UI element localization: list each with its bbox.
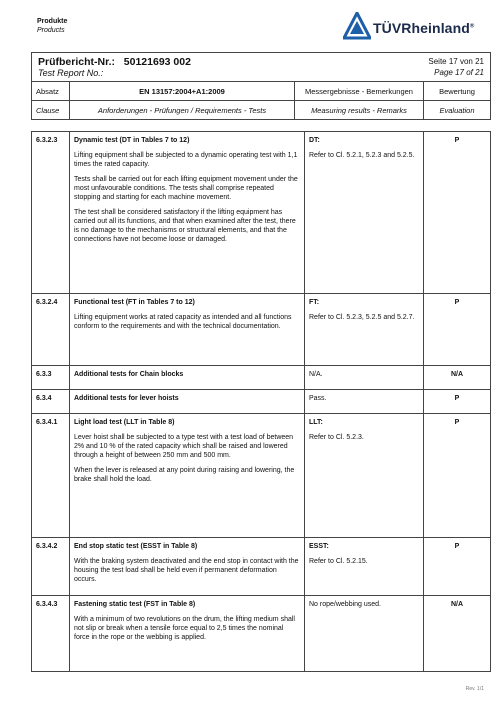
result-cell xyxy=(305,132,424,293)
result-cell xyxy=(305,538,424,595)
requirement-title: Light load test (LLT in Table 8) xyxy=(74,419,175,426)
evaluation-value: P xyxy=(454,419,460,426)
result-text: N/A. xyxy=(309,371,323,378)
evaluation-value: N/A xyxy=(450,371,464,378)
requirement-title: Additional tests for lever hoists xyxy=(74,395,179,402)
table-row xyxy=(32,294,490,366)
clause-number: 6.3.4 xyxy=(32,390,70,413)
evaluation-value: P xyxy=(454,543,460,550)
tuv-logo xyxy=(343,12,493,42)
result-cell xyxy=(305,390,424,413)
report-header-box xyxy=(31,52,491,120)
evaluation-value: N/A xyxy=(450,601,464,608)
result-text: Refer to Cl. 5.2.15. xyxy=(309,558,368,565)
result-label: LLT: xyxy=(309,419,323,426)
result-label: DT: xyxy=(309,137,320,144)
table-row xyxy=(32,414,490,538)
report-title: Prüfbericht-Nr.: 50121693 002 xyxy=(38,56,191,68)
result-text: Pass. xyxy=(309,395,327,402)
requirement-cell xyxy=(70,596,305,671)
result-label: FT: xyxy=(309,299,320,306)
produkte-label: Produkte xyxy=(37,18,68,25)
requirement-title: Dynamic test (DT in Tables 7 to 12) xyxy=(74,137,190,144)
result-text: Refer to Cl. 5.2.1, 5.2.3 and 5.2.5. xyxy=(309,152,415,159)
requirement-title: Fastening static test (FST in Table 8) xyxy=(74,601,196,608)
products-label: Products xyxy=(37,27,65,34)
clause-table xyxy=(31,131,491,672)
requirement-title: Functional test (FT in Tables 7 to 12) xyxy=(74,299,195,306)
column-header-de xyxy=(32,82,490,101)
clause-number: 6.3.4.2 xyxy=(32,538,70,595)
logo-wordmark: TÜVRheinland® xyxy=(373,20,475,36)
result-cell xyxy=(305,294,424,365)
requirement-cell xyxy=(70,414,305,537)
col-evaluation: Evaluation xyxy=(439,105,475,115)
evaluation-value: P xyxy=(454,395,460,402)
requirement-cell xyxy=(70,366,305,389)
page-number-en: Page 17 of 21 xyxy=(434,68,484,77)
evaluation-value: P xyxy=(454,137,460,144)
requirement-cell xyxy=(70,294,305,365)
requirement-cell xyxy=(70,390,305,413)
requirement-paragraph: The test shall be considered satisfactory if the lifting equipment has carried out all its functions, and that when examined after the test, there is no damage to the mechanisms or structural elements, and that the connections have not become loose or damaged. xyxy=(74,209,296,243)
col-results: Measuring results - Remarks xyxy=(295,101,424,119)
requirement-paragraph: Tests shall be carried out for each lifting equipment movement under the most unfavourable conditions. The tests shall comprise repeated stopping and starting for each machine movement. xyxy=(74,176,298,201)
table-row xyxy=(32,390,490,414)
table-row xyxy=(32,596,490,672)
requirement-cell xyxy=(70,538,305,595)
col-requirements: Anforderungen - Prüfungen / Requirements - Tests xyxy=(70,101,295,119)
table-row xyxy=(32,538,490,596)
result-cell xyxy=(305,366,424,389)
evaluation-value: P xyxy=(454,299,460,306)
table-row xyxy=(32,366,490,390)
result-cell xyxy=(305,596,424,671)
requirement-paragraph: With the braking system deactivated and the end stop in contact with the housing the test load shall be held even if permanent deformation occurs. xyxy=(74,558,299,583)
report-number-row xyxy=(32,53,490,82)
clause-number: 6.3.3 xyxy=(32,366,70,389)
col-standard: EN 13157:2004+A1:2009 xyxy=(70,82,295,100)
report-subtitle: Test Report No.: xyxy=(38,68,104,78)
requirement-paragraph: Lifting equipment shall be subjected to a dynamic operating test with 1,1 times the rated capacity. xyxy=(74,152,298,168)
requirement-title: Additional tests for Chain blocks xyxy=(74,371,184,378)
clause-number: 6.3.2.4 xyxy=(32,294,70,365)
requirement-paragraph: When the lever is released at any point during raising and lowering, the brake shall hold the load. xyxy=(74,467,295,483)
requirement-paragraph: With a minimum of two revolutions on the drum, the lifting medium shall not slip or break when a tensile force equal to 2,5 times the nominal force in the rope or the webbing is applied. xyxy=(74,616,295,641)
result-text: Refer to Cl. 5.2.3, 5.2.5 and 5.2.7. xyxy=(309,314,415,321)
col-messergebnisse: Messergebnisse - Bemerkungen xyxy=(295,82,424,100)
clause-number: 6.3.2.3 xyxy=(32,132,70,293)
table-row xyxy=(32,132,490,294)
column-header-en xyxy=(32,101,490,119)
result-text: Refer to Cl. 5.2.3. xyxy=(309,434,364,441)
col-bewertung: Bewertung xyxy=(439,86,475,96)
requirement-cell xyxy=(70,132,305,293)
page-number-de: Seite 17 von 21 xyxy=(428,57,484,66)
col-clause: Clause xyxy=(32,101,70,119)
clause-number: 6.3.4.3 xyxy=(32,596,70,671)
result-label: ESST: xyxy=(309,543,329,550)
requirement-paragraph: Lever hoist shall be subjected to a type test with a test load of between 2% and 10 % of the rated capacity which shall be raised and lowered through a height of between 250 mm and 500 mm. xyxy=(74,434,294,459)
clause-number: 6.3.4.1 xyxy=(32,414,70,537)
result-cell xyxy=(305,414,424,537)
footer-text: Rev. 1/1 xyxy=(465,686,484,692)
requirement-title: End stop static test (ESST in Table 8) xyxy=(74,543,198,550)
col-absatz: Absatz xyxy=(32,82,70,100)
triangle-logo-icon xyxy=(343,12,371,40)
requirement-paragraph: Lifting equipment works at rated capacity as intended and all functions conform to the requirements and with the technical documentation. xyxy=(74,314,292,330)
result-text: No rope/webbing used. xyxy=(309,601,381,608)
